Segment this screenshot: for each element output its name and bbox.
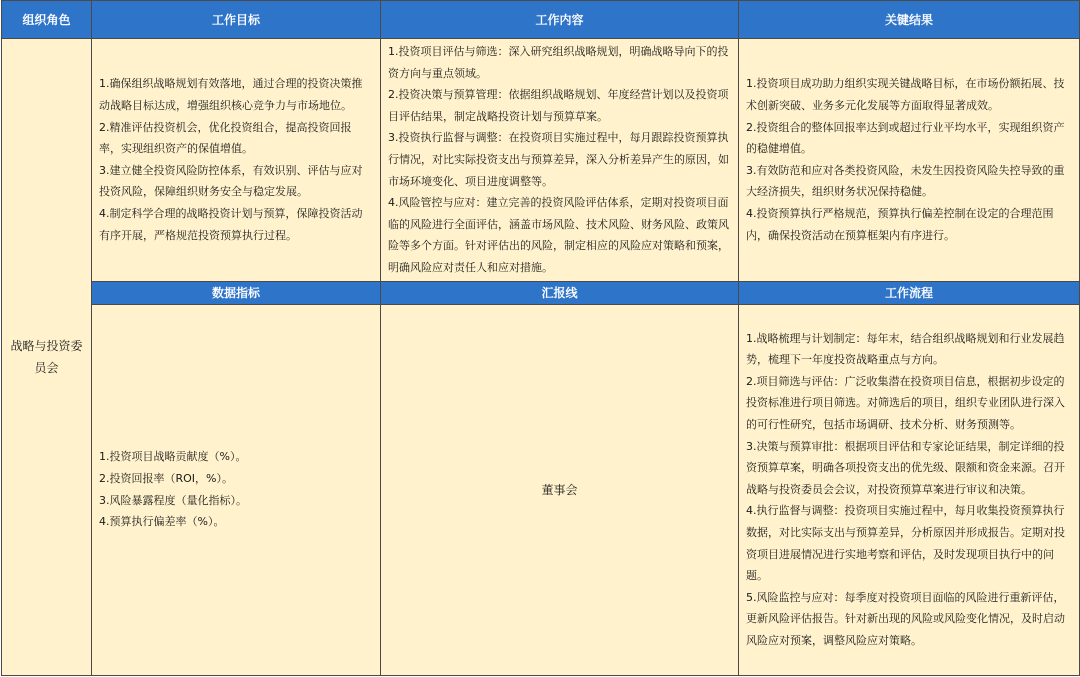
header-row-top [2, 1, 1080, 39]
result-line: 2.投资组合的整体回报率达到或超过行业平均水平，实现组织资产的稳健增值。 [746, 120, 1065, 156]
goal-cell [92, 39, 381, 282]
content-line: 1.投资项目评估与筛选：深入研究组织战略规划，明确战略导向下的投资方向与重点领域。 [388, 45, 729, 80]
header-metrics: 数据指标 [92, 281, 381, 304]
header-content: 工作内容 [381, 1, 739, 39]
content-line: 4.风险管控与应对：建立完善的投资风险评估体系，定期对投资项目面临的风险进行全面评估，涵盖市场风险、技术风险、财务风险、政策风险等多个方面。针对评估出的风险，制定相应的风险应对策略和预案，明确风险应对责任人和应对措施。 [388, 196, 729, 274]
goal-line: 2.精准评估投资机会，优化投资组合，提高投资回报率，实现组织资产的保值增值。 [99, 120, 352, 156]
process-line: 4.执行监督与调整：投资项目实施过程中，每月收集投资预算执行数据，对比实际支出与预算差异，分析原因并形成报告。定期对投资项目进展情况进行实地考察和评估，及时发现项目执行中的问题。 [746, 504, 1065, 583]
metric-line: 3.风险暴露程度（量化指标）。 [99, 493, 247, 507]
process-line: 2.项目筛选与评估：广泛收集潜在投资项目信息，根据初步设定的投资标准进行项目筛选。对筛选后的项目，组织专业团队进行深入的可行性研究，包括市场调研、技术分析、财务预测等。 [746, 374, 1065, 431]
metric-line: 4.预算执行偏差率（%）。 [99, 515, 225, 529]
goal-line: 1.确保组织战略规划有效落地，通过合理的投资决策推动战略目标达成，增强组织核心竞争力与市场地位。 [99, 77, 363, 112]
process-line: 3.决策与预算审批：根据项目评估和专家论证结果，制定详细的投资预算草案，明确各项投资支出的优先级、限额和资金来源。召开战略与投资委员会会议，对投资预算草案进行审议和决策。 [746, 439, 1065, 496]
report-to: 董事会 [541, 483, 578, 498]
metric-line: 1.投资项目战略贡献度（%）。 [99, 450, 247, 464]
content-row-bottom [2, 304, 1080, 675]
content-line: 3.投资执行监督与调整：在投资项目实施过程中，每月跟踪投资预算执行情况，对比实际投资支出与预算差异，深入分析差异产生的原因，如市场环境变化、项目进度调整等。 [388, 131, 729, 188]
metrics-cell [92, 304, 381, 675]
result-line: 1.投资项目成功助力组织实现关键战略目标，在市场份额拓展、技术创新突破、业务多元化发展等方面取得显著成效。 [746, 77, 1065, 112]
responsibility-table [1, 0, 1080, 676]
process-line: 1.战略梳理与计划制定：每年末，结合组织战略规划和行业发展趋势，梳理下一年度投资战略重点与方向。 [746, 331, 1065, 367]
role-cell [2, 39, 92, 676]
content-row-top [2, 39, 1080, 282]
header-result: 关键结果 [739, 1, 1080, 39]
result-cell [739, 39, 1080, 282]
content-line: 2.投资决策与预算管理：依据组织战略规划、年度经营计划以及投资项目评估结果，制定战略投资计划与预算草案。 [388, 88, 729, 123]
header-process: 工作流程 [739, 281, 1080, 304]
metric-line: 2.投资回报率（ROI，%）。 [99, 471, 233, 485]
process-cell [739, 304, 1080, 675]
report-cell [381, 304, 739, 675]
content-cell [381, 39, 739, 282]
goal-line: 3.建立健全投资风险防控体系，有效识别、评估与应对投资风险，保障组织财务安全与稳定发展。 [99, 163, 363, 199]
header-goal: 工作目标 [92, 1, 381, 39]
header-role: 组织角色 [2, 1, 92, 39]
result-line: 4.投资预算执行严格规范，预算执行偏差控制在设定的合理范围内，确保投资活动在预算框架内有序进行。 [746, 206, 1054, 242]
header-report: 汇报线 [381, 281, 739, 304]
role-name: 战略与投资委员会 [10, 338, 83, 375]
goal-line: 4.制定科学合理的战略投资计划与预算，保障投资活动有序开展，严格规范投资预算执行过程。 [99, 206, 363, 242]
result-line: 3.有效防范和应对各类投资风险，未发生因投资风险失控导致的重大经济损失，组织财务状况保持稳健。 [746, 163, 1065, 199]
process-line: 5.风险监控与应对：每季度对投资项目面临的风险进行重新评估，更新风险评估报告。针对新出现的风险或风险变化情况，及时启动风险应对预案，调整风险应对策略。 [746, 590, 1065, 647]
header-row-bottom [2, 281, 1080, 304]
